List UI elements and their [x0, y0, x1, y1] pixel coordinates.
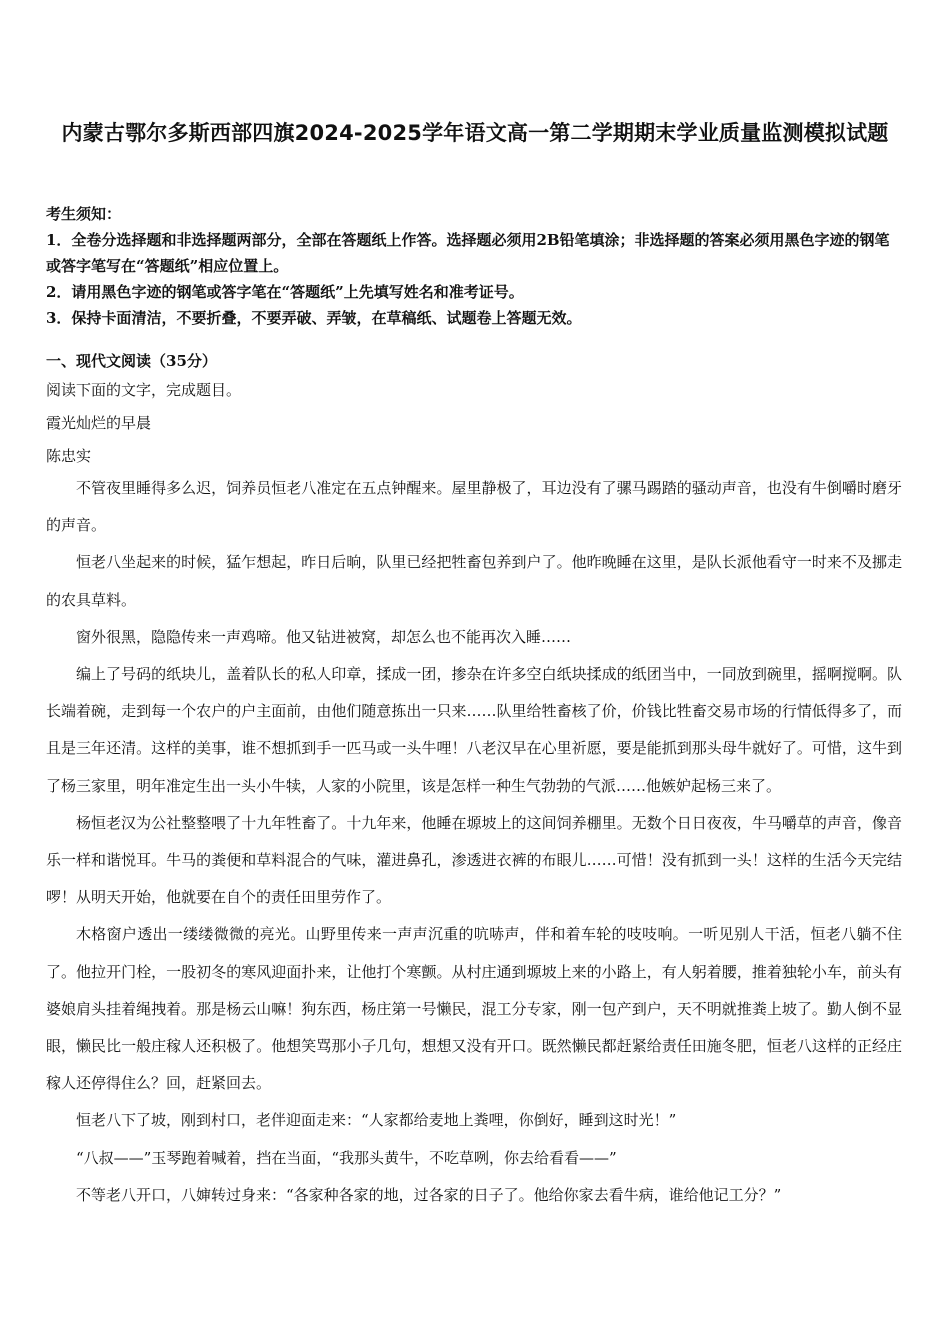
section-heading: 一、现代文阅读（35分） [46, 352, 217, 370]
notice-item: 3．保持卡面清洁，不要折叠，不要弄破、弄皱，在草稿纸、试题卷上答题无效。 [46, 309, 582, 327]
paragraph: 杨恒老汉为公社整整喂了十九年牲畜了。十九年来，他睡在塬坡上的这间饲养棚里。无数个日日夜夜，牛马嚼草的声音，像音乐一样和谐悦耳。牛马的粪便和草料混合的气味，灌进鼻孔，渗透进衣裤的布眼儿……可惜！没有抓到一头！这样的生活今天完结啰！从明天开始，他就要在自个的责任田里劳作了。 [46, 813, 902, 907]
exam-notice [46, 201, 902, 331]
notice-item: 1．全卷分选择题和非选择题两部分，全部在答题纸上作答。选择题必须用2B铅笔填涂；非选择题的答案必须用黑色字迹的钢笔或答字笔写在“答题纸”相应位置上。 [46, 231, 890, 275]
notice-heading: 考生须知： [46, 205, 122, 223]
article-body [46, 470, 902, 1214]
article-title: 霞光灿烂的早晨 [46, 414, 152, 432]
reading-section [46, 348, 902, 473]
paragraph: 不管夜里睡得多么迟，饲养员恒老八准定在五点钟醒来。屋里静极了，耳边没有了骡马踢踏的骚动声音，也没有牛倒嚼时磨牙的声音。 [46, 479, 902, 535]
paragraph: 恒老八下了坡，刚到村口，老伴迎面走来：“人家都给麦地上粪哩，你倒好，睡到这时光！” [76, 1111, 677, 1130]
paragraph: 窗外很黑，隐隐传来一声鸡啼。他又钻进被窝，却怎么也不能再次入睡…… [76, 627, 572, 646]
page-title: 内蒙古鄂尔多斯西部四旗2024-2025学年语文高一第二学期期末学业质量监测模拟试题 [61, 121, 889, 145]
paragraph: 恒老八坐起来的时候，猛乍想起，昨日后晌，队里已经把牲畜包养到户了。他昨晚睡在这里，是队长派他看守一时来不及挪走的农具草料。 [46, 553, 902, 609]
notice-item: 2．请用黑色字迹的钢笔或答字笔在“答题纸”上先填写姓名和准考证号。 [46, 283, 524, 301]
section-instruction: 阅读下面的文字，完成题目。 [46, 381, 242, 399]
paragraph: 不等老八开口，八婶转过身来：“各家种各家的地，过各家的日子了。他给你家去看牛病，谁给他记工分？” [76, 1185, 782, 1204]
paragraph: 编上了号码的纸块儿，盖着队长的私人印章，揉成一团，掺杂在许多空白纸块揉成的纸团当中，一同放到碗里，摇啊搅啊。队长端着碗，走到每一个农户的户主面前，由他们随意拣出一只来……队里给牲畜核了价，价钱比牲畜交易市场的行情低得多了，而且是三年还清。这样的美事，谁不想抓到手一匹马或一头牛哩！八老汉早在心里祈愿，要是能抓到那头母牛就好了。可惜，这牛到了杨三家里，明年准定生出一头小牛犊，人家的小院里，该是怎样一种生气勃勃的气派……他嫉妒起杨三来了。 [46, 665, 902, 795]
article-author: 陈忠实 [46, 447, 92, 465]
paragraph: “八叔——”玉琴跑着喊着，挡在当面，“我那头黄牛，不吃草咧，你去给看看——” [76, 1148, 617, 1167]
paragraph: 木格窗户透出一缕缕微微的亮光。山野里传来一声声沉重的吭哧声，伴和着车轮的吱吱响。一听见别人干活，恒老八躺不住了。他拉开门栓，一股初冬的寒风迎面扑来，让他打个寒颤。从村庄通到塬坡上来的小路上，有人躬着腰，推着独轮小车，前头有婆娘肩头挂着绳拽着。那是杨云山嘛！狗东西，杨庄第一号懒民，混工分专家，刚一包产到户，天不明就推粪上坡了。勤人倒不显眼，懒民比一般庄稼人还积极了。他想笑骂那小子几句，想想又没有开口。既然懒民都赶紧给责任田施冬肥，恒老八这样的正经庄稼人还停得住么？回，赶紧回去。 [46, 925, 902, 1093]
